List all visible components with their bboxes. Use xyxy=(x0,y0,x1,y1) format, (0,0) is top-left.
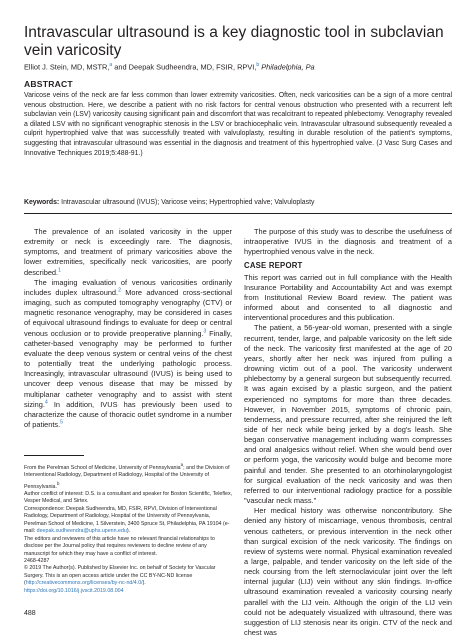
front-matter-notes xyxy=(24,461,234,595)
case-paragraph-3: Her medical history was otherwise noncontributory. She denied any history of miscarriage, venous thrombosis, central venous catheters, or previous intervention in the neck other than surgical excision of the neck varicosity. The findings on review of systems were normal. Physical examination revealed a large, palpable, and tender varicosity on the left side of the neck coursing from the left sternoclavicular joint over the left internal jugular (LIJ) vein without any skin findings. In-office ultrasound examination revealed a varicosity coursing nearly parallel with the LIJ vein. Although the origin of the LIJ vein could not be adequately visualized with ultrasound, there was suggestion of LIJ stenosis near its origin. CTV of the neck and chest was xyxy=(244,506,452,638)
case-report-heading: CASE REPORT xyxy=(244,261,303,271)
case-paragraph-1: This report was carried out in full compliance with the Health Insurance Portability and Accountability Act and was exempt from Institutional Review Board review. The patient was informed about and consented to all diagnostic and interventional procedures and this publication. xyxy=(244,272,452,323)
doi-link[interactable]: https://doi.org/10.1016/j.jvscit.2019.08.004 xyxy=(24,587,124,594)
issn: 2468-4287 xyxy=(24,557,50,564)
article-title: Intravascular ultrasound is a key diagnostic tool in subclavian vein varicosity xyxy=(24,24,444,59)
copyright-note: © 2019 The Author(s). Published by Elsevier Inc. on behalf of Society for Vascular Surgery. This is an open access article under the CC BY-NC-ND license (http://creativecommons.org/licenses/by-nc-nd/4.0/). xyxy=(24,565,216,587)
abstract-heading: ABSTRACT xyxy=(24,79,73,89)
keywords-list: Intravascular ultrasound (IVUS); Varicose veins; Hypertrophied valve; Valvuloplasty xyxy=(59,199,315,206)
right-column xyxy=(244,227,452,638)
footnote-divider xyxy=(24,455,84,456)
disclosure-note: The editors and reviewers of this article have no relevant financial relationships to disclose per the Journal policy that requires reviewers to decline review of any manuscript for which they may have a conflict of interest. xyxy=(24,535,215,557)
case-paragraph-2: The patient, a 56-year-old woman, presented with a single recurrent, tender, large, and palpable varicosity on the left side of the neck. The varicosity first manifested at the age of 20 years, shortly after her neck was injured from pulling a drowning victim out of a pool. The varicosity underwent phlebectomy by a general surgeon but subsequently recurred. It was again excised by a plastic surgeon, and the patient experienced no symptoms for more than three decades. However, in November 2015, symptoms of chronic pain, tenderness, and pressure recurred, after she reinjured the left side of her neck while being jerked by a dog's leash. She began conservative management including warm compresses and oral analgesics without relief. When she would bend over or perform yoga, the varicosity would bulge and become more painful and tender. She presented to an otorhinolaryngologist for surgical evaluation of the neck varicosity and was then referred to our interventional radiology practice for a possible "vascular neck mass." xyxy=(244,323,452,506)
correspondence-note: Correspondence: Deepak Sudheendra, MD, FSIR, RPVI, Division of Interventional Radiology, Department of Radiology, Hospital of the University of Pennsylvania, Perelman School of Medicine, 1 Silverstein, 3400 Spruce St, Philadelphia, PA 19104 (e-mail: deepak.sudheendra@uphs.upenn.edu). xyxy=(24,505,230,535)
left-column xyxy=(24,227,232,430)
reference-link[interactable]: 1 xyxy=(58,267,61,274)
abstract-text: Varicose veins of the neck are far less common than lower extremity varicosities. Often, neck varicosities can be a sign of a more central venous obstruction. Here, we describe a patient with no risk factors for central venous obstruction who presented with a recurrent left subclavian vein (LSV) varicosity causing significant pain and discomfort that was recalcitrant to repeated phlebectomy. Venography revealed a dilated LSV with no significant venographic stenosis in the LSV or brachiocephalic vein. Intravascular ultrasound subsequently revealed a culprit hypertrophied valve that was successfully treated with valvuloplasty, resulting in durable resolution of the patient's symptoms, suggesting that intravascular ultrasound was essential in the diagnosis and treatment of this hypertrophied valve. (J Vasc Surg Cases and Innovative Techniques 2019;5:488-91.) xyxy=(24,92,452,157)
affiliation-marker-b[interactable]: b xyxy=(256,62,260,68)
affiliation-marker-a[interactable]: a xyxy=(109,62,113,68)
conflict-note: Author conflict of interest: D.S. is a consultant and speaker for Boston Scientific, Teleflex, Vesper Medical, and Sirtex. xyxy=(24,490,233,505)
abstract-divider xyxy=(24,213,452,214)
reference-link[interactable]: 4 xyxy=(44,399,48,406)
purpose-paragraph: The purpose of this study was to describe the usefulness of intraoperative IVUS in the diagnosis and treatment of a hypertrophied venous valve in the neck. xyxy=(244,227,452,257)
author-1: Elliot J. Stein, MD, MSTR, xyxy=(24,62,110,72)
keywords-label: Keywords: xyxy=(24,199,60,206)
email-link[interactable]: deepak.sudheendra@uphs.upenn.edu xyxy=(36,528,127,535)
keywords xyxy=(24,198,452,207)
location: Philadelphia, Pa xyxy=(259,62,315,72)
author-line xyxy=(24,61,454,71)
intro-paragraph-2: The imaging evaluation of venous varicosities ordinarily includes duplex ultrasound.$^2$ More advanced cross-sectional imaging, such as computed tomography venography (CTV) or magnetic resonance venography, may be considered in cases of equivocal ultrasound findings to evaluate for deep or central venous occlusion or to provide preoperative planning.$^3$ Finally, catheter-based venography may be performed to further evaluate the deep venous system or central veins of the chest to potentially treat the underlying pathologic process. Increasingly, intravascular ultrasound (IVUS) is being used to uncover deep venous disease that may be missed by multiplanar catheter venography and to assist with stent sizing.$^4$ In addition, IVUS has previously been used to characterize the cause of thoracic outlet syndrome in a number of patients.$^5$ xyxy=(24,277,232,429)
affiliations-note: From the Perelman School of Medicine, University of Pennsylvania$^a$; and the Division of Interventional Radiology, Department of Radiology, Hospital of the University of Pennsylvania.$^b$ xyxy=(24,462,230,490)
page-number: 488 xyxy=(24,610,36,617)
license-link[interactable]: http://creativecommons.org/licenses/by-nc-nd/4.0/ xyxy=(25,580,143,587)
reference-link[interactable]: 3 xyxy=(203,328,207,335)
author-2: and Deepak Sudheendra, MD, FSIR, RPVI, xyxy=(112,62,257,72)
reference-link[interactable]: 2 xyxy=(118,287,121,294)
reference-link[interactable]: 5 xyxy=(60,419,63,426)
intro-paragraph-1: The prevalence of an isolated varicosity in the upper extremity or neck is exceedingly rare. The diagnosis, symptoms, and treatment of primary varicosities above the lower extremities, specifically neck varicosities, are poorly described.$^1$ xyxy=(24,227,232,277)
